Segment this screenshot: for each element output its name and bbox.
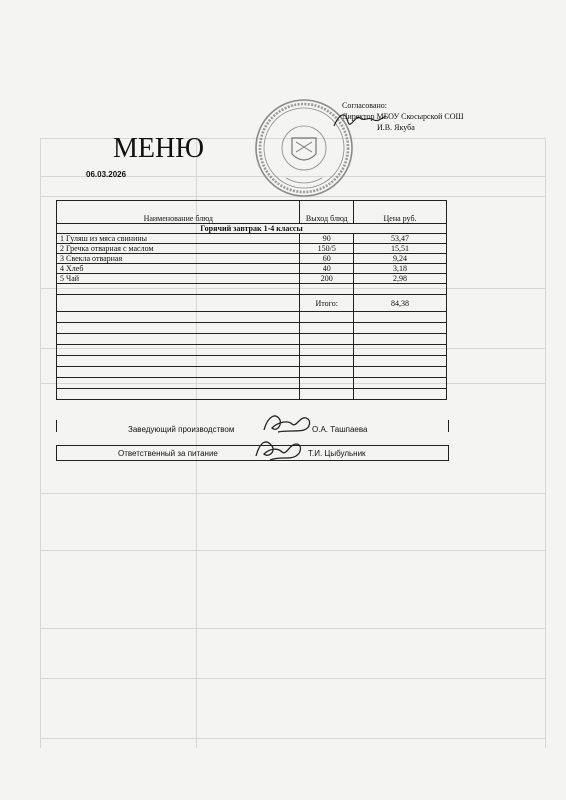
- dish-name: 1 Гуляш из мяса свинины: [57, 234, 300, 244]
- table-row: [57, 274, 447, 284]
- table-row: [57, 234, 447, 244]
- nutrition-name: Т.И. Цыбульник: [308, 449, 366, 458]
- empty-row: [57, 284, 447, 295]
- header-output: Выход блюд: [300, 201, 354, 224]
- dish-price: 53,47: [354, 234, 447, 244]
- table-header-row: [57, 201, 447, 224]
- empty-row: [57, 378, 447, 389]
- empty-row: [57, 323, 447, 334]
- dish-price: 3,18: [354, 264, 447, 274]
- dish-name: 4 Хлеб: [57, 264, 300, 274]
- menu-table: [56, 200, 447, 400]
- empty-row: [57, 312, 447, 323]
- dish-output: 150/5: [300, 244, 354, 254]
- dish-price: 2,98: [354, 274, 447, 284]
- production-name: О.А. Ташпаева: [312, 425, 368, 434]
- dish-name: 3 Свекла отварная: [57, 254, 300, 264]
- table-row: [57, 264, 447, 274]
- menu-title: МЕНЮ: [113, 133, 204, 164]
- approval-label: Согласовано:: [342, 101, 388, 110]
- director-signature-icon: [330, 108, 390, 132]
- dish-name: 2 Гречка отварная с маслом: [57, 244, 300, 254]
- dish-name: 5 Чай: [57, 274, 300, 284]
- nutrition-role: Ответственный за питание: [118, 449, 218, 458]
- header-price: Цена руб.: [354, 201, 447, 224]
- production-role: Заведующий производством: [128, 425, 235, 434]
- dish-output: 200: [300, 274, 354, 284]
- empty-row: [57, 389, 447, 400]
- dish-price: 15,51: [354, 244, 447, 254]
- table-row: [57, 254, 447, 264]
- total-row: [57, 295, 447, 312]
- section-row: [57, 224, 447, 234]
- approval-position: Директор МБОУ Скосырской СОШ: [342, 112, 464, 121]
- total-label: Итого:: [300, 295, 354, 312]
- nutrition-signature-icon: [252, 434, 310, 464]
- empty-row: [57, 367, 447, 378]
- header-dish: Наименование блюд: [57, 201, 300, 224]
- dish-price: 9,24: [354, 254, 447, 264]
- section-title: Горячий завтрак 1-4 классы: [57, 224, 447, 234]
- empty-row: [57, 345, 447, 356]
- menu-date: 06.03.2026: [86, 170, 127, 179]
- empty-row: [57, 334, 447, 345]
- empty-row: [57, 356, 447, 367]
- approval-name: И.В. Якуба: [377, 123, 415, 132]
- production-signature-box: [56, 420, 449, 432]
- dish-output: 60: [300, 254, 354, 264]
- total-value: 84,38: [354, 295, 447, 312]
- dish-output: 40: [300, 264, 354, 274]
- dish-output: 90: [300, 234, 354, 244]
- table-row: [57, 244, 447, 254]
